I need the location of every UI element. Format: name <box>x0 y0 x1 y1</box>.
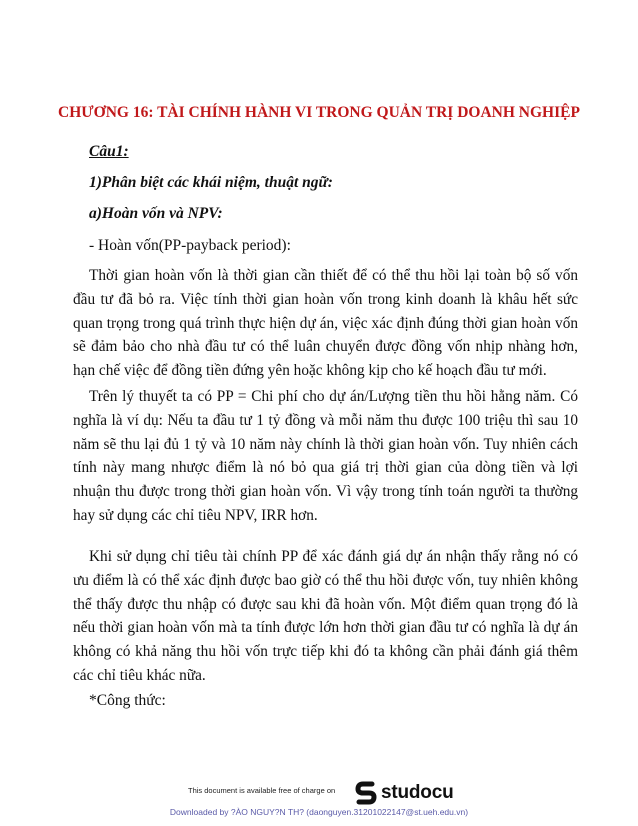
paragraph-theory: Trên lý thuyết ta có PP = Chi phí cho dự án/Lượng tiền thu hồi hằng năm. Có nghĩa là ví dụ: Nếu ta đầu tư 1 tỷ đồng và mỗi năm thu được 100 triệu thì sau 10 năm sẽ thu lại đủ 1 tỷ và 10 năm này chính là thời gian hoàn vốn. Tuy nhiên cách tính này mang nhược điểm là nó bỏ qua giá trị thời gian của dòng tiền và lợi nhuận thu được trong thời gian hoàn vốn. Vì vậy trong tính toán người ta thường hay sử dụng các chỉ tiêu NPV, IRR hơn. <box>73 388 578 524</box>
chapter-title: CHƯƠNG 16: TÀI CHÍNH HÀNH VI TRONG QUẢN TRỊ DOANH NGHIỆP <box>58 104 580 121</box>
formula-label: *Công thức: <box>89 692 166 709</box>
studocu-logo[interactable] <box>355 780 454 806</box>
studocu-wordmark: studocu <box>381 782 454 803</box>
section-heading: 1)Phân biệt các khái niệm, thuật ngữ: <box>89 174 333 191</box>
paragraph-evaluation: Khi sử dụng chỉ tiêu tài chính PP để xác đánh giá dự án nhận thấy rằng nó có ưu điểm là có thể xác định được bao giờ có thể thu hồi được vốn, tuy nhiên không thể thấy được thu nhập có được sau khi đã hoàn vốn. Một điểm quan trọng đó là nếu thời gian hoàn vốn mà ta tính được lớn hơn thời gian đầu tư có nghĩa là dự án không có khả năng thu hồi vốn trực tiếp khi đó ta không cần phải đánh giá thêm các chỉ tiêu khác nữa. <box>73 548 578 684</box>
paragraph-definition: Thời gian hoàn vốn là thời gian cần thiết để có thể thu hồi lại toàn bộ số vốn đầu tư đã bỏ ra. Việc tính thời gian hoàn vốn trong kinh doanh là khâu hết sức quan trọng trong quá trình thực hiện dự án, việc xác định đúng thời gian hoàn vốn sẽ đảm bảo cho nhà đầu tư có thể luân chuyển được đồng vốn nhịp nhàng hơn, hạn chế việc để đồng tiền đứng yên hoặc không kịp cho kế hoạch đầu tư mới. <box>73 267 578 380</box>
subsection-heading: a)Hoàn vốn và NPV: <box>89 205 223 222</box>
studocu-s-icon <box>355 781 377 805</box>
list-item-payback: - Hoàn vốn(PP-payback period): <box>89 237 291 254</box>
availability-note: This document is available free of charge on <box>188 786 336 795</box>
downloaded-by-note: Downloaded by ?ÀO NGUY?N TH? (daonguyen.31201022147@st.ueh.edu.vn) <box>169 807 469 817</box>
question-heading: Câu1: <box>89 143 129 160</box>
